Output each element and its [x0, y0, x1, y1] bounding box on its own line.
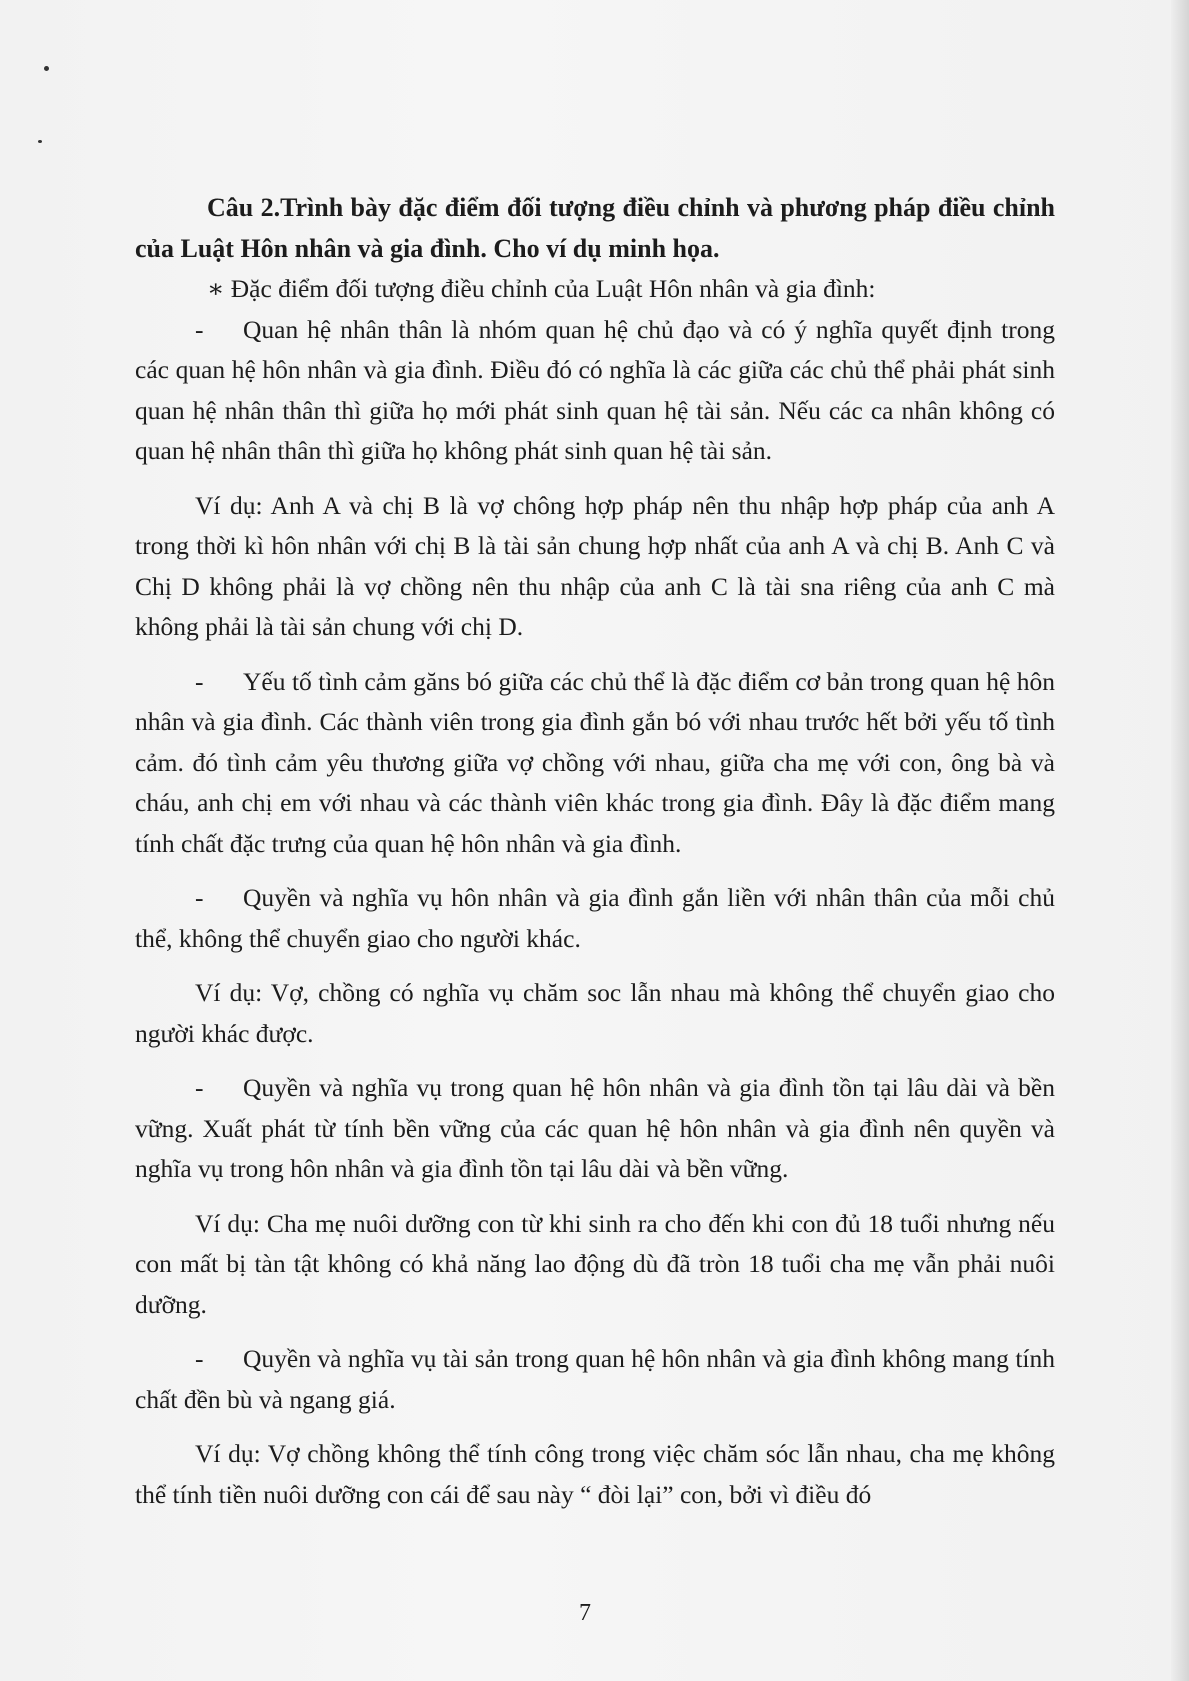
- dash-marker: -: [195, 1073, 204, 1102]
- dash-paragraph-1: [135, 310, 1055, 472]
- example-paragraph-3: Ví dụ: Cha mẹ nuôi dưỡng con từ khi sinh ra cho đến khi con đủ 18 tuổi nhưng nếu con mất bị tàn tật không có khả năng lao động dù đã tròn 18 tuổi cha mẹ vẫn phải nuôi dưỡng.: [135, 1208, 1055, 1319]
- scan-speck: [38, 140, 42, 143]
- dash-paragraph-4: [135, 1068, 1055, 1190]
- example-paragraph-4: Ví dụ: Vợ chồng không thể tính công trong việc chăm sóc lẫn nhau, cha mẹ không thể tính tiền nuôi dưỡng con cái để sau này “ đòi lại” con, bởi vì điều đó: [135, 1439, 1055, 1509]
- section-title: ∗ Đặc điểm đối tượng điều chỉnh của Luật Hôn nhân và gia đình:: [207, 274, 876, 303]
- question-heading: Câu 2.Trình bày đặc điểm đối tượng điều chỉnh và phương pháp điều chỉnh của Luật Hôn nhân và gia đình. Cho ví dụ minh họa.: [135, 193, 1055, 263]
- example-paragraph-2: Ví dụ: Vợ, chồng có nghĩa vụ chăm soc lẫn nhau mà không thể chuyển giao cho người khác được.: [135, 978, 1055, 1048]
- paragraph-text: Yếu tố tình cảm găns bó giữa các chủ thể là đặc điểm cơ bản trong quan hệ hôn nhân và gia đình. Các thành viên trong gia đình gắn bó với nhau trước hết bởi yếu tố tình cảm. đó tình cảm yêu thương giữa vợ chồng với nhau, giữa cha mẹ với con, ông bà và cháu, anh chị em với nhau và các thành viên khác trong gia đình. Đây là đặc điểm mang tính chất đặc trưng của quan hệ hôn nhân và gia đình.: [135, 666, 1055, 858]
- paragraph-text: Quyền và nghĩa vụ trong quan hệ hôn nhân và gia đình tồn tại lâu dài và bền vững. Xuất phát từ tính bền vững của các quan hệ hôn nhân và gia đình nên quyền và nghĩa vụ trong hôn nhân và gia đình tồn tại lâu dài và bền vững.: [135, 1073, 1055, 1183]
- scan-speck: [44, 66, 49, 71]
- dash-paragraph-2: [135, 662, 1055, 865]
- dash-marker: -: [195, 883, 204, 912]
- paragraph-text: Quan hệ nhân thân là nhóm quan hệ chủ đạo và có ý nghĩa quyết định trong các quan hệ hôn nhân và gia đình. Điều đó có nghĩa là các giữa các chủ thể phải phát sinh quan hệ nhân thân thì giữa họ mới phát sinh quan hệ tài sản. Nếu các ca nhân không có quan hệ nhân thân thì giữa họ không phát sinh quan hệ tài sản.: [135, 314, 1055, 465]
- document-body: [135, 188, 1055, 1515]
- dash-marker: -: [195, 666, 204, 696]
- paragraph-text: Quyền và nghĩa vụ hôn nhân và gia đình gắn liền với nhân thân của mỗi chủ thể, không thể chuyển giao cho người khác.: [135, 883, 1055, 953]
- page-edge-shadow: [1171, 0, 1189, 1681]
- dash-paragraph-3: [135, 878, 1055, 959]
- dash-paragraph-5: [135, 1339, 1055, 1420]
- example-paragraph-1: Ví dụ: Anh A và chị B là vợ chông hợp pháp nên thu nhập hợp pháp của anh A trong thời kì hôn nhân với chị B là tài sản chung hợp nhất của anh A và chị B. Anh C và Chị D không phải là vợ chồng nên thu nhập của anh C là tài sna riêng của anh C mà không phải là tài sản chung với chị D.: [135, 490, 1055, 641]
- paragraph-text: Quyền và nghĩa vụ tài sản trong quan hệ hôn nhân và gia đình không mang tính chất đền bù và ngang giá.: [135, 1344, 1055, 1414]
- page-number: 7: [579, 1600, 591, 1626]
- dash-marker: -: [195, 1344, 204, 1373]
- dash-marker: -: [195, 314, 204, 344]
